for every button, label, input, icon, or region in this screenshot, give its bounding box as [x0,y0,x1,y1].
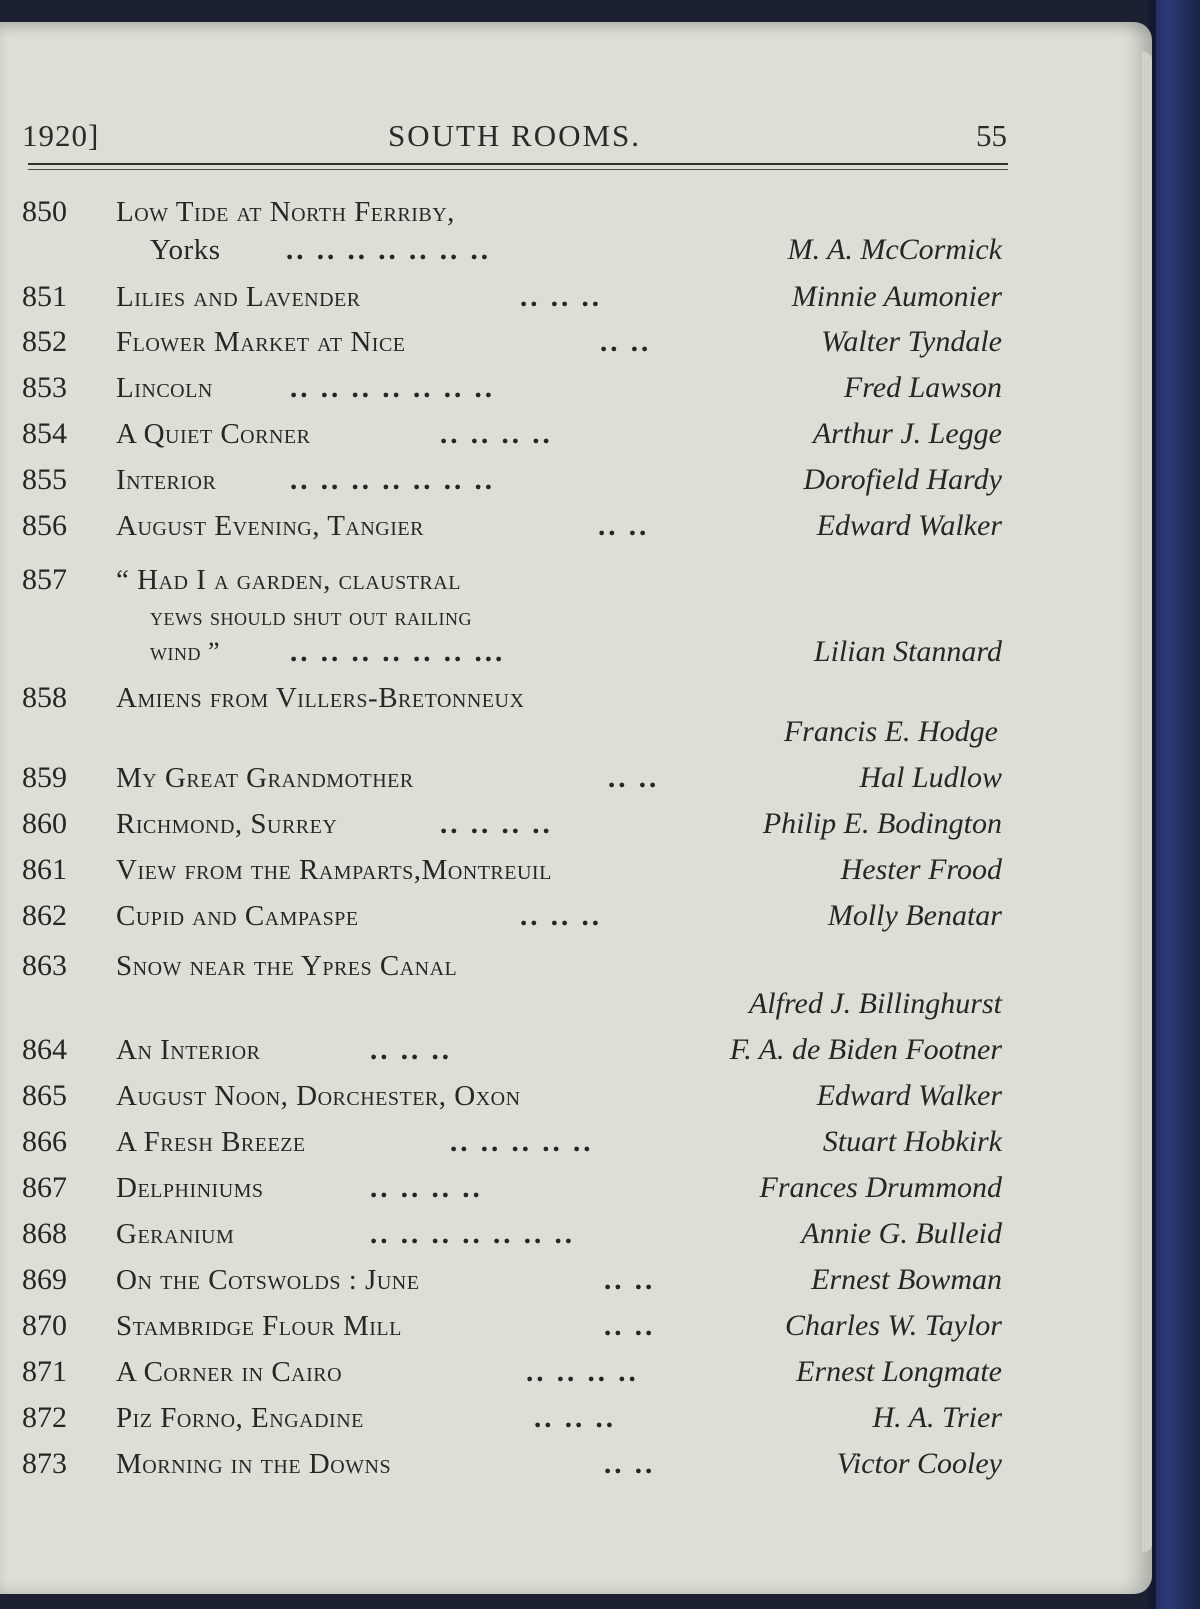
entry-number: 872 [22,1401,67,1434]
list-item [0,1350,1100,1394]
entry-number: 851 [22,280,67,313]
entry-artist: Frances Drummond [759,1171,1002,1204]
page-title: SOUTH ROOMS. [387,118,642,153]
entry-number: 871 [22,1355,67,1388]
entry-title-continued: Yorks [150,234,221,266]
entry-number: 861 [22,853,67,886]
entry-number: 857 [22,563,67,596]
entry-title: Snow near the Ypres Canal [116,950,458,982]
list-item [0,1442,1100,1486]
entry-number: 863 [22,949,67,982]
list-item-continued [0,710,1100,754]
entry-title: Geranium [116,1218,235,1250]
entry-title: “ Had I a garden, claustral [116,564,461,596]
leader-dots: .. .. .. .. .. .. .. [290,372,495,404]
entry-number: 852 [22,325,67,358]
entry-artist: Fred Lawson [843,371,1002,404]
entry-title: My Great Grandmother [116,762,414,794]
leader-dots: .. .. [608,762,660,794]
entry-title: Cupid and Campaspe [116,900,359,932]
entry-number: 856 [22,509,67,542]
entry-artist: Ernest Longmate [796,1355,1002,1388]
entry-number: 865 [22,1079,67,1112]
entry-title-continued: yews should shut out railing [150,602,472,631]
entry-number: 860 [22,807,67,840]
page-number: 55 [976,118,1007,153]
leader-dots: .. .. .. .. .. .. .. [370,1218,575,1250]
list-item-continued [0,228,1100,272]
entry-number: 870 [22,1309,67,1342]
entry-artist: Victor Cooley [836,1447,1002,1480]
list-item [0,1212,1100,1256]
leader-dots: .. .. [604,1448,656,1480]
entry-artist: Annie G. Bulleid [801,1217,1002,1250]
list-item [0,848,1100,892]
entry-number: 864 [22,1033,67,1066]
entry-artist: Lilian Stannard [813,635,1002,668]
list-item [0,275,1100,319]
entry-title: Flower Market at Nice [116,326,406,358]
list-item [0,458,1100,502]
leader-dots: .. .. .. .. .. .. ... [290,636,506,668]
entry-title: Piz Forno, Engadine [116,1402,364,1434]
list-item [0,1028,1100,1072]
leader-dots: .. .. .. [370,1034,452,1066]
entry-artist: Hester Frood [840,853,1002,886]
entry-number: 855 [22,463,67,496]
list-item [0,504,1100,548]
list-item-continued [0,630,1100,674]
leader-dots: .. .. .. .. [440,418,553,450]
entry-title: A Fresh Breeze [116,1126,306,1158]
entry-number: 858 [22,681,67,714]
book-spine [1148,0,1200,1609]
list-item [0,802,1100,846]
leader-dots: .. .. .. [520,281,602,313]
entry-title: Stambridge Flour Mill [116,1310,402,1342]
entry-artist: Alfred J. Billinghurst [748,987,1002,1020]
leader-dots: .. .. .. .. .. .. .. [286,234,491,266]
entry-artist: Walter Tyndale [821,325,1002,358]
leader-dots: .. .. .. [520,900,602,932]
list-item [0,320,1100,364]
list-item [0,1304,1100,1348]
entry-title: An Interior [116,1034,261,1066]
entry-title: Lincoln [116,372,213,404]
entry-title: August Noon, Dorchester, Oxon [116,1080,521,1112]
entry-number: 873 [22,1447,67,1480]
entry-number: 862 [22,899,67,932]
leader-dots: .. .. [600,326,652,358]
list-item [0,1396,1100,1440]
leader-dots: .. .. .. .. [526,1356,639,1388]
list-item [0,1166,1100,1210]
list-item [0,1258,1100,1302]
entry-artist: Hal Ludlow [859,761,1002,794]
leader-dots: .. .. .. [534,1402,616,1434]
header-year: 1920] [22,118,100,153]
entry-artist: Edward Walker [816,1079,1002,1112]
entry-title: Morning in the Downs [116,1448,392,1480]
entry-title: Amiens from Villers-Bretonneux [116,682,525,714]
entry-artist: Charles W. Taylor [784,1309,1002,1342]
entry-title: Delphiniums [116,1172,264,1204]
entry-title: Richmond, Surrey [116,808,338,840]
entry-artist: Edward Walker [816,509,1002,542]
entry-number: 866 [22,1125,67,1158]
list-item [0,366,1100,410]
list-item [0,756,1100,800]
entry-title: Interior [116,464,217,496]
entry-artist: Minnie Aumonier [791,280,1002,313]
list-item [0,1074,1100,1118]
entry-artist: Stuart Hobkirk [822,1125,1002,1158]
entry-title: A Quiet Corner [116,418,311,450]
leader-dots: .. .. [604,1310,656,1342]
list-item-continued [0,982,1100,1026]
entry-number: 850 [22,195,67,228]
leader-dots: .. .. .. .. .. [450,1126,594,1158]
entry-artist: Molly Benatar [827,899,1002,932]
leader-dots: .. .. .. .. [440,808,553,840]
entry-number: 868 [22,1217,67,1250]
leader-dots: .. .. [598,510,650,542]
list-item [0,412,1100,456]
entry-artist: Ernest Bowman [811,1263,1002,1296]
entry-number: 853 [22,371,67,404]
entry-number: 869 [22,1263,67,1296]
entry-number: 859 [22,761,67,794]
entry-title: Lilies and Lavender [116,281,361,313]
leader-dots: .. .. .. .. .. .. .. [290,464,495,496]
entry-artist: Francis E. Hodge [783,715,998,748]
entry-title: August Evening, Tangier [116,510,424,542]
leader-dots: .. .. [604,1264,656,1296]
entry-title: A Corner in Cairo [116,1356,343,1388]
entry-artist: M. A. McCormick [787,233,1002,266]
entry-title: On the Cotswolds : June [116,1264,420,1296]
entry-artist: F. A. de Biden Footner [729,1033,1002,1066]
entry-title: Low Tide at North Ferriby, [116,196,455,228]
list-item [0,894,1100,938]
entry-artist: Arthur J. Legge [812,417,1002,450]
list-item [0,1120,1100,1164]
entry-artist: Dorofield Hardy [803,463,1002,496]
entry-number: 854 [22,417,67,450]
entry-title-continued: wind ” [150,637,221,666]
entry-number: 867 [22,1171,67,1204]
entry-title: View from the Ramparts,Montreuil [116,854,552,886]
entry-artist: Philip E. Bodington [762,807,1002,840]
leader-dots: .. .. .. .. [370,1172,483,1204]
entry-artist: H. A. Trier [872,1401,1002,1434]
